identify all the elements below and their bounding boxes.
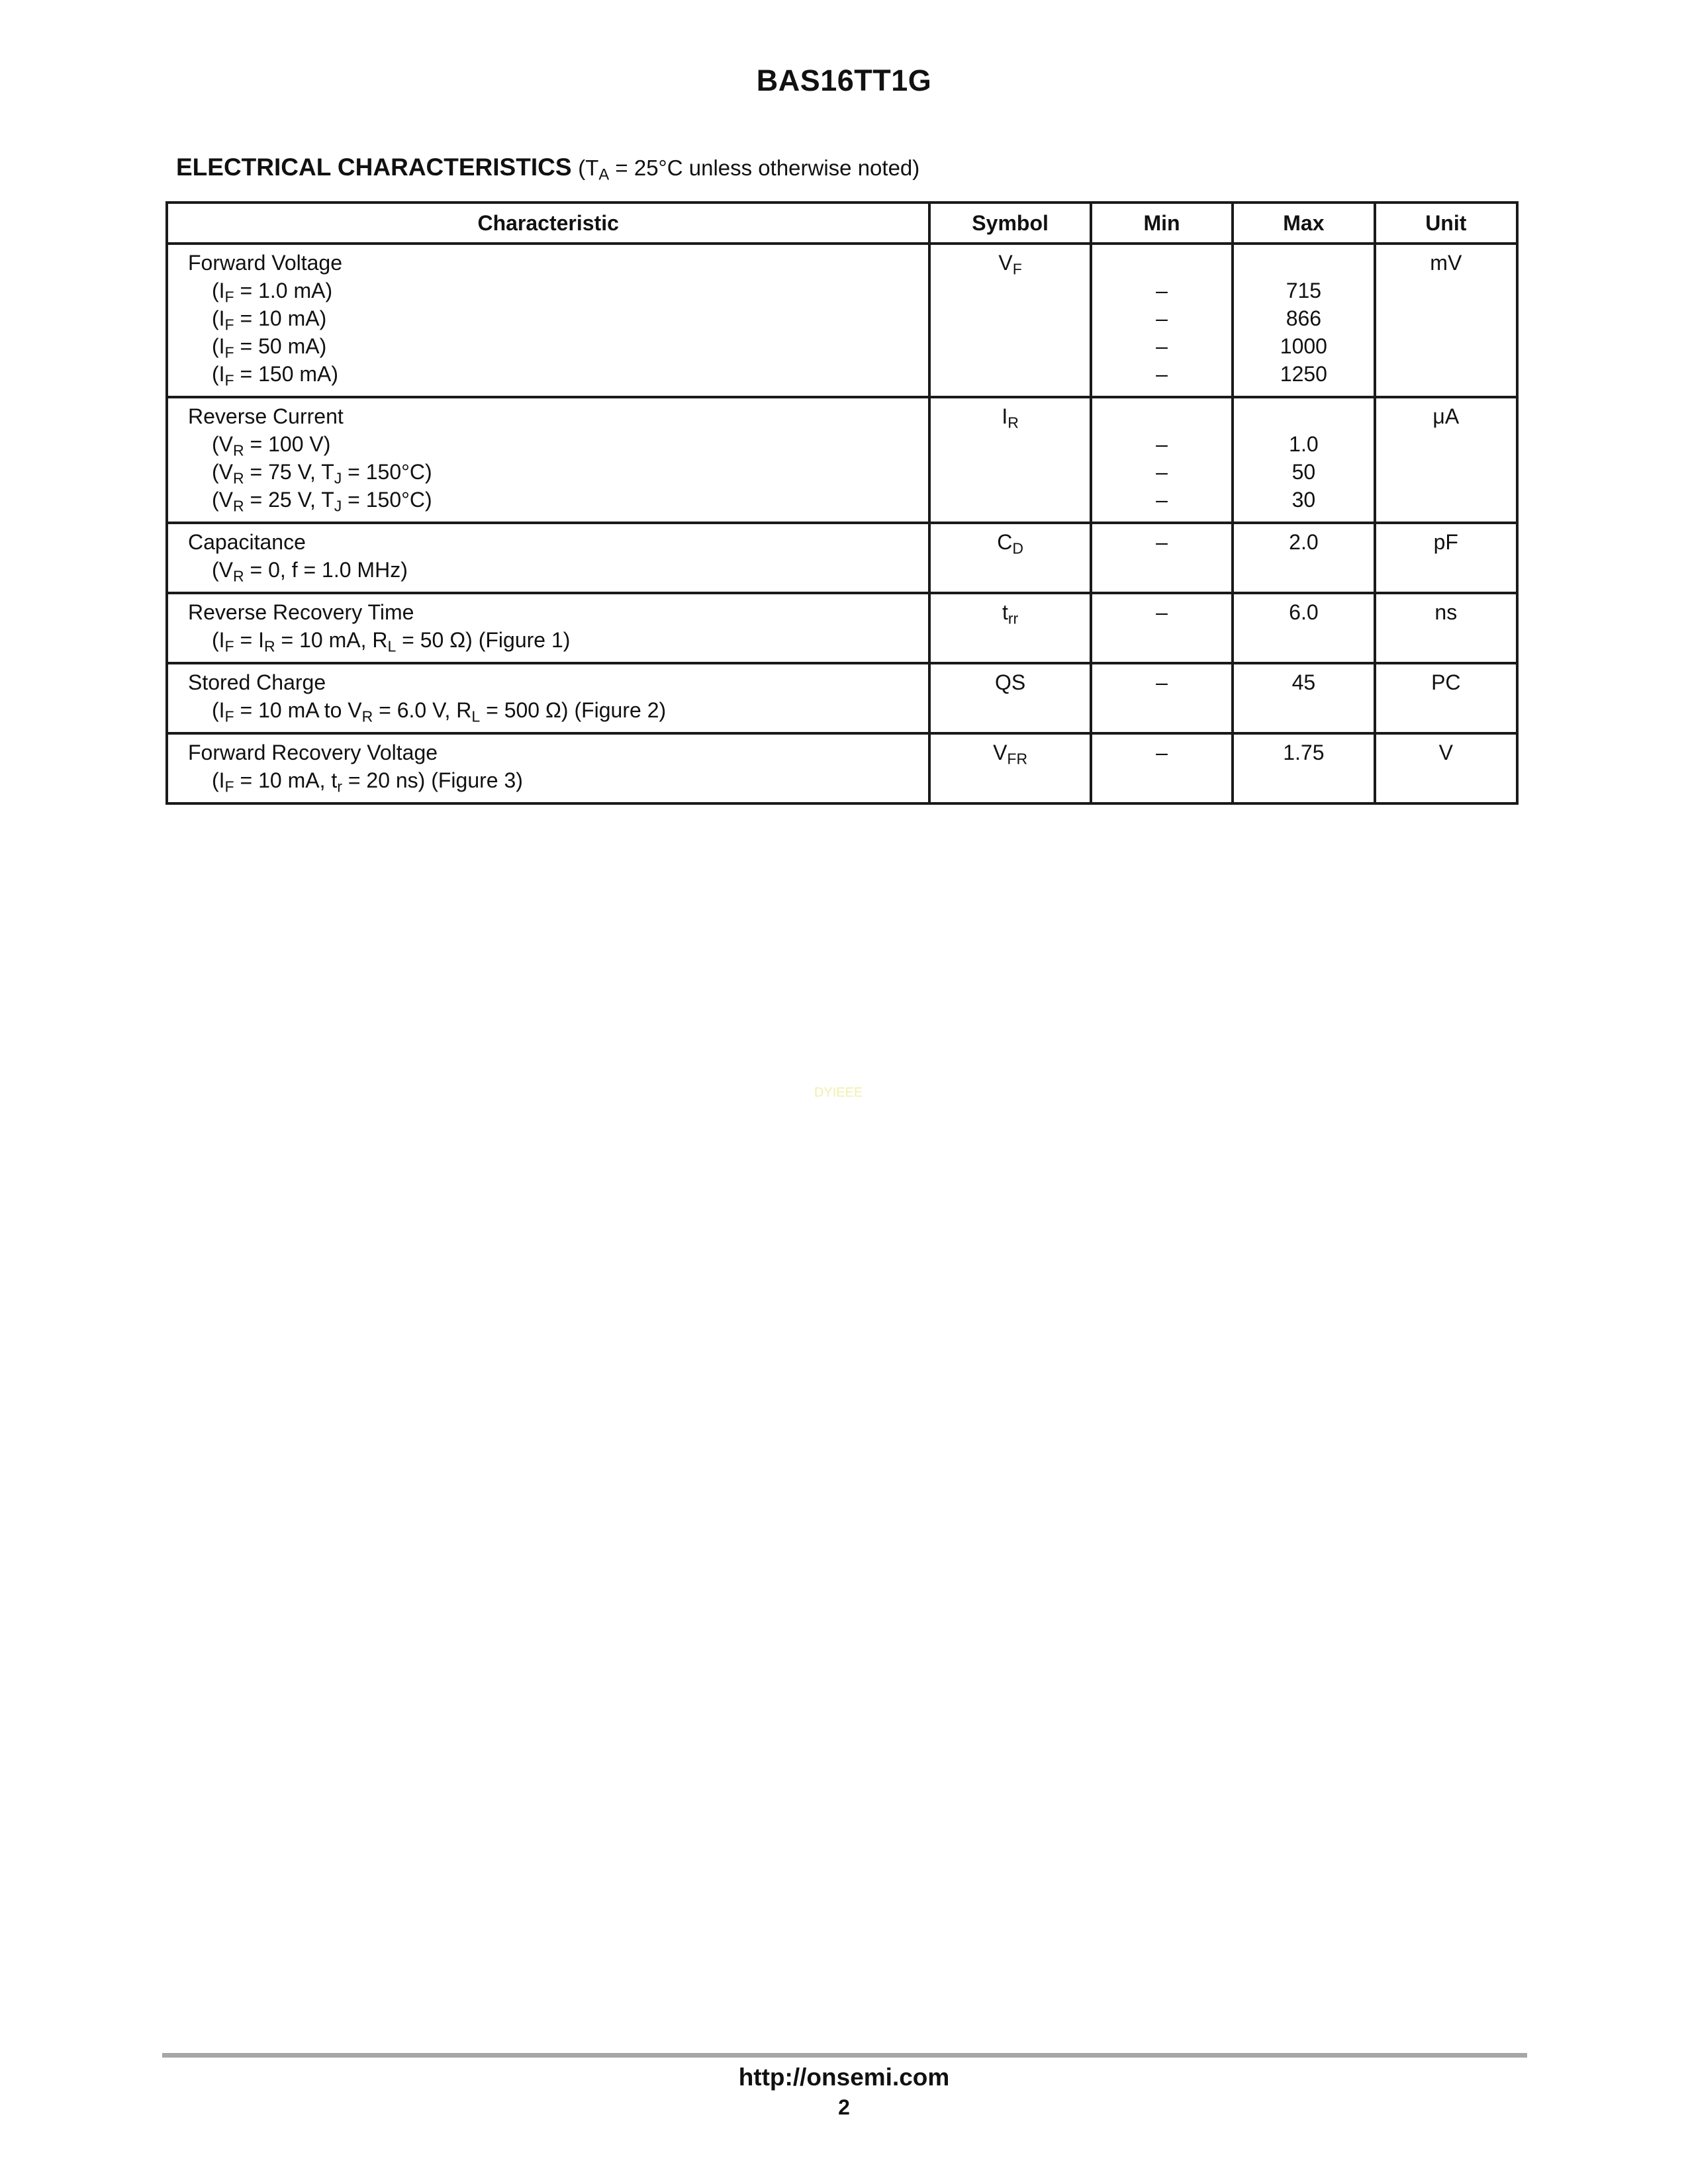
min-value: – xyxy=(1156,432,1168,456)
cell-characteristic xyxy=(167,523,929,593)
cell-max xyxy=(1233,523,1374,593)
cell-unit: V xyxy=(1375,733,1517,803)
characteristic-name: Reverse Current xyxy=(188,404,344,428)
header-characteristic: Characteristic xyxy=(167,203,929,244)
min-value: – xyxy=(1156,670,1168,694)
header-unit: Unit xyxy=(1375,203,1517,244)
min-value xyxy=(1092,249,1231,277)
table-row xyxy=(167,663,1517,733)
max-value: 2.0 xyxy=(1289,530,1319,554)
min-value: – xyxy=(1156,279,1168,302)
cell-symbol: $t_{rr}$ xyxy=(929,593,1090,663)
cell-symbol: $C_D$ xyxy=(929,523,1090,593)
characteristic-name: Reverse Recovery Time xyxy=(188,600,414,624)
characteristic-name: Stored Charge xyxy=(188,670,326,694)
header-symbol: Symbol xyxy=(929,203,1090,244)
test-condition: ($I_F = 10$ mA) xyxy=(212,306,327,334)
test-condition: ($I_F = 1.0$ mA) xyxy=(212,279,333,306)
cell-symbol: $V_{FR}$ xyxy=(929,733,1090,803)
cell-characteristic xyxy=(167,593,929,663)
table-row xyxy=(167,523,1517,593)
cell-characteristic xyxy=(167,397,929,523)
cell-unit: μA xyxy=(1375,397,1517,523)
max-value xyxy=(1234,402,1373,430)
min-value: – xyxy=(1156,600,1168,624)
characteristic-name: Forward Recovery Voltage xyxy=(188,741,438,764)
min-value: – xyxy=(1156,334,1168,358)
max-value: 866 xyxy=(1286,306,1322,330)
test-condition: ($V_R = 75$ V, $T_J = 150^\circ C$) xyxy=(212,460,432,487)
min-value: – xyxy=(1156,530,1168,554)
min-value: – xyxy=(1156,306,1168,330)
footer-url-link[interactable]: http://onsemi.com xyxy=(738,2064,950,2091)
cell-min xyxy=(1091,397,1233,523)
max-value: 6.0 xyxy=(1289,600,1319,624)
table-row xyxy=(167,593,1517,663)
cell-characteristic xyxy=(167,244,929,397)
test-condition: ($I_F = 150$ mA) xyxy=(212,362,339,389)
header-min: Min xyxy=(1091,203,1233,244)
max-value: 1.75 xyxy=(1283,741,1325,764)
characteristic-name: Capacitance xyxy=(188,530,306,554)
cell-characteristic xyxy=(167,663,929,733)
characteristic-name: Forward Voltage xyxy=(188,251,343,275)
cell-symbol: $I_R$ xyxy=(929,397,1090,523)
footer-divider xyxy=(162,2053,1527,2058)
cell-max xyxy=(1233,733,1374,803)
cell-unit: ns xyxy=(1375,593,1517,663)
min-value: – xyxy=(1156,362,1168,386)
test-condition: ($V_R = 25$ V, $T_J = 150^\circ C$) xyxy=(212,488,432,515)
section-condition-note: ($T_A = 25^\circ C$ unless otherwise noted) xyxy=(578,156,920,184)
min-value: – xyxy=(1156,460,1168,484)
cell-min xyxy=(1091,593,1233,663)
min-value xyxy=(1092,402,1231,430)
table-row xyxy=(167,244,1517,397)
max-value: 45 xyxy=(1291,670,1316,694)
table-header-row xyxy=(167,203,1517,244)
max-value: 50 xyxy=(1291,460,1316,484)
cell-max xyxy=(1233,397,1374,523)
section-heading xyxy=(176,154,920,184)
test-condition: ($V_R = 0$, f = 1.0 MHz) xyxy=(212,558,408,585)
document-title: BAS16TT1G xyxy=(756,64,932,97)
test-condition: ($I_F = 10$ mA, $t_r = 20$ ns) (Figure 3) xyxy=(212,768,523,796)
cell-min xyxy=(1091,244,1233,397)
test-condition: ($I_F = 10$ mA to $V_R = 6.0$ V, $R_L = 500$ Ω) (Figure 2) xyxy=(212,698,667,725)
cell-unit: mV xyxy=(1375,244,1517,397)
cell-unit: pF xyxy=(1375,523,1517,593)
max-value: 1250 xyxy=(1280,362,1327,386)
table-row xyxy=(167,733,1517,803)
page-number: 2 xyxy=(838,2095,850,2119)
cell-min xyxy=(1091,523,1233,593)
cell-max xyxy=(1233,663,1374,733)
test-condition: ($I_F = 50$ mA) xyxy=(212,334,327,361)
min-value: – xyxy=(1156,488,1168,512)
test-condition: ($V_R = 100$ V) xyxy=(212,432,331,459)
max-value xyxy=(1234,249,1373,277)
table-body xyxy=(167,244,1517,803)
header-max: Max xyxy=(1233,203,1374,244)
test-condition: ($I_F = I_R = 10$ mA, $R_L = 50$ Ω) (Figure 1) xyxy=(212,628,571,655)
max-value: 30 xyxy=(1291,488,1316,512)
max-value: 715 xyxy=(1286,279,1322,302)
max-value: 1000 xyxy=(1280,334,1327,358)
cell-min xyxy=(1091,663,1233,733)
table-row xyxy=(167,397,1517,523)
cell-symbol: QS xyxy=(929,663,1090,733)
watermark: DYIEEE xyxy=(814,1085,863,1100)
cell-min xyxy=(1091,733,1233,803)
cell-max xyxy=(1233,244,1374,397)
cell-unit: PC xyxy=(1375,663,1517,733)
cell-characteristic xyxy=(167,733,929,803)
electrical-characteristics-table xyxy=(165,201,1519,805)
cell-symbol: $V_F$ xyxy=(929,244,1090,397)
max-value: 1.0 xyxy=(1289,432,1319,456)
cell-max xyxy=(1233,593,1374,663)
min-value: – xyxy=(1156,741,1168,764)
section-heading-text: ELECTRICAL CHARACTERISTICS xyxy=(176,154,572,181)
